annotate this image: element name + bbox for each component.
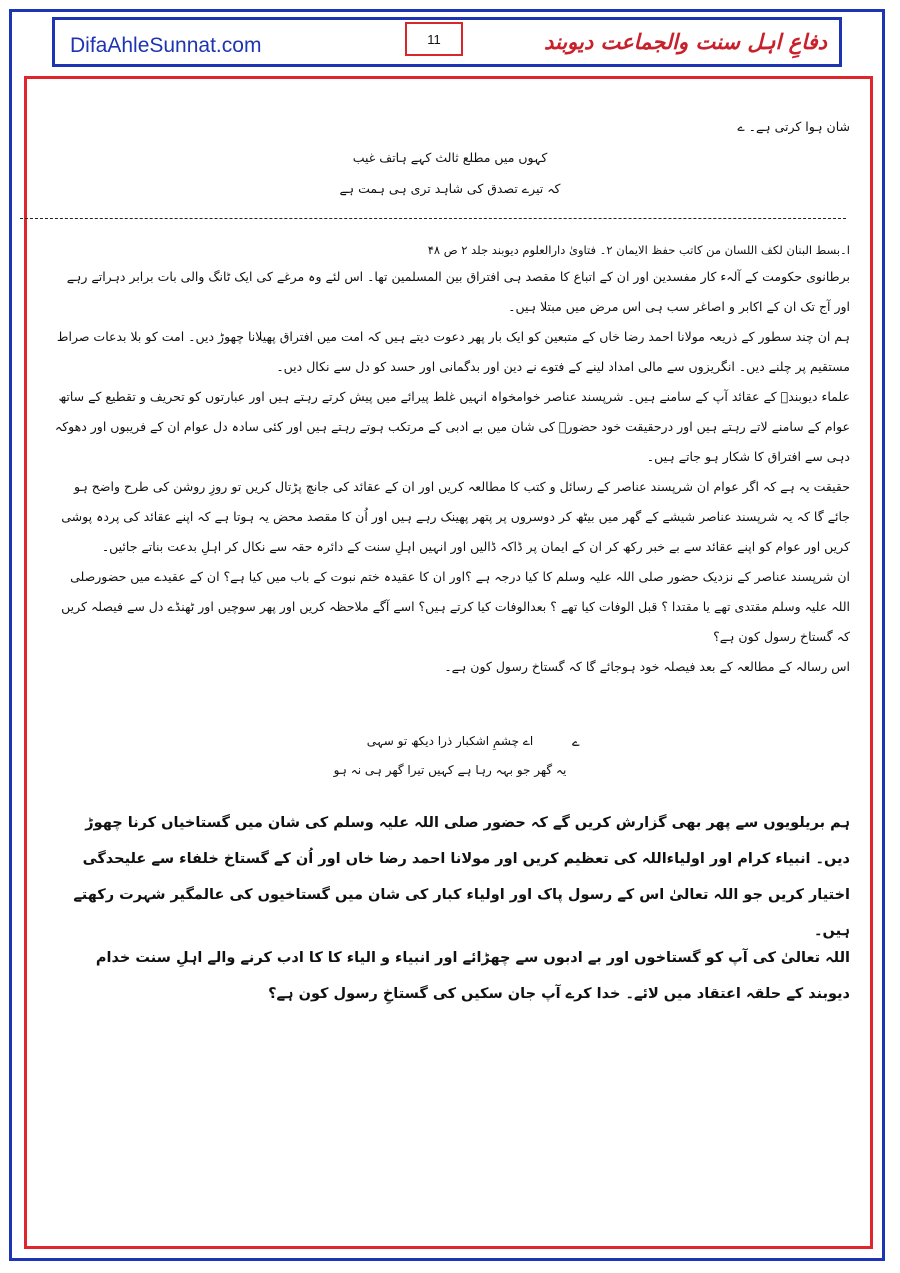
page-header [52,17,842,67]
footnote-divider [20,218,846,219]
couplet-line-1: اے چشمِ اشکبار ذرا دیکھ تو سہی [366,734,534,748]
appeal-paragraph: ہم بریلویوں سے پھر بھی گزارش کریں گے کہ حضور صلی اللہ علیہ وسلم کی شان میں گستاخیاں کرنا چھوڑ دیں۔ انبیاء کرام اور اولیاءاللہ کی تعظیم کریں اور مولانا احمد رضا خاں اور اُن کے گستاخ خلفاء سے علیحدگی اختیار کریں جو اللہ تعالیٰ اس کے رسول پاک اور اولیاء کبار کی شان میں گستاخیوں کی عالمگیر شہرت رکھتے ہیں۔ [73,815,850,939]
couplet-marker: ے [572,735,580,750]
paragraph: حقیقت یہ ہے کہ اگر عوام ان شرپسند عناصر کے رسائل و کتب کا مطالعہ کریں اور ان کے عقائد کی جانچ پڑتال کریں تو روزِ روشن کی طرح واضح ہو جائے گا کہ یہ شرپسند عناصر شیشے کے گھر میں بیٹھ کر دوسروں پر پتھر پھینک رہے ہیں اور اُن کا مقصد محض یہ ہوتا ہے کہ اپنے عقائد کی پردہ پوشی کریں اور عوام کو اپنے عقائد سے بے خبر رکھ کر ان کے ایمان پر ڈاکہ ڈالیں اور انہیں اہلِ سنت کے دائرہ حقہ سے نکال کر اہلِ بدعت بناتے جائیں۔ [61,479,850,554]
paragraph: برطانوی حکومت کے آلہء کار مفسدین اور ان کے اتباع کا مقصد ہی افتراق بین المسلمین تھا۔ اس لئے وہ مرغے کی ایک ٹانگ والی بات برابر دہراتے رہے اور آج تک ان کے اکابر و اصاغر سب ہی اس مرض میں مبتلا ہیں۔ [66,269,850,314]
header-logo-text: دفاعِ اہل سنت والجماعت دیوبند [543,29,827,54]
verse-line-1: کہوں میں مطلع ثالث کہے ہاتف غیب [352,150,548,165]
body-text [50,262,850,682]
paragraph: اس رسالہ کے مطالعہ کے بعد فیصلہ خود ہوجائے گا کہ گستاخ رسول کون ہے۔ [444,659,850,674]
verse-line-2: کہ تیرے تصدق کی شاہد تری ہی ہمت ہے [339,181,561,196]
paragraph: ان شرپسند عناصر کے نزدیک حضور صلی اللہ علیہ وسلم کا کیا درجہ ہے ؟اور ان کا عقیدہ ختم نبوت کے باب میں کیا ہے؟ ان کے عقیدے میں حضورصلی اللہ علیہ وسلم مقتدی تھے یا مقتدا ؟ قبل الوفات کیا تھے ؟ بعدالوفات کیا کرتے ہیں؟ اسے آگے ملاحظہ کریں اور پھر سوچیں اور ٹھنڈے دل سے فیصلہ کریں کہ گستاخ رسول کون ہے؟ [61,569,850,644]
paragraph: علماء دیوبندؒ کے عقائد آپ کے سامنے ہیں۔ شرپسند عناصر خوامخواہ انہیں غلط پیرائے میں پیش کرتے رہتے ہیں اور عبارتوں کو تحریف و تقطیع کے ساتھ عوام کے سامنے لاتے رہتے ہیں اور درحقیقت خود حضورؐ کی شان میں بے ادبی کے مرتکب ہوتے رہتے ہیں اور کئی سادہ دل عوام ان کے فریبوں اور دھوکہ دہی سے افتراق کا شکار ہو جاتے ہیں۔ [54,389,850,464]
closing-prayer-paragraph: اللہ تعالیٰ کی آپ کو گستاخوں اور بے ادبوں سے چھڑائے اور انبیاء و الیاء کا کا ادب کرنے والے اہلِ سنت خدام دیوبند کے حلقہ اعتقاد میں لائے۔ خدا کرے آپ جان سکیں کی گستاخِ رسول کون ہے؟ [95,950,850,1002]
reference-line: ا۔بسط البنان لکف اللسان من کاتب حفظ الایمان ۲۔ فتاویٰ دارالعلوم دیوبند جلد ۲ ص ۴۸ [427,243,850,257]
paragraph: ہم ان چند سطور کے ذریعہ مولانا احمد رضا خاں کے متبعین کو ایک بار پھر دعوت دیتے ہیں کہ امت میں افتراق پھیلانا چھوڑ دیں۔ امت کو بلا بدعات صراط مستقیم پر چلنے دیں۔ انگریزوں سے مالی امداد لینے کے فتوے نے دین اور بدگمانی اور حسد کو دل سے نکال دیں۔ [56,329,850,374]
site-name[interactable]: DifaAhleSunnat.com [70,34,262,57]
intro-line: شان ہوا کرتی ہے۔ ے [737,119,850,134]
couplet-line-2: یہ گھر جو بہہ رہا ہے کہیں تیرا گھر ہی نہ ہو [333,763,567,777]
page-number: 11 [405,22,463,56]
